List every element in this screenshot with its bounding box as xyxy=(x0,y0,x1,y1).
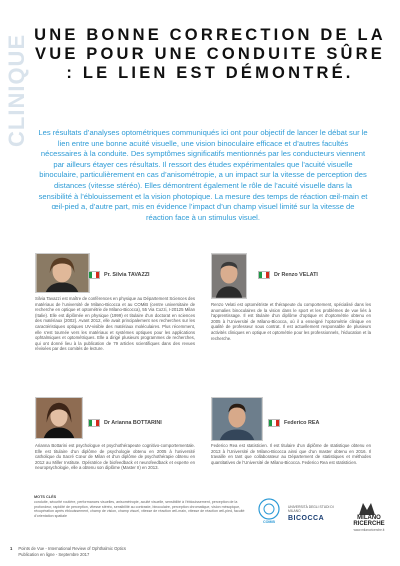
author-photo-rea xyxy=(211,397,263,441)
bicocca-logo-text: BICOCCA xyxy=(288,515,325,522)
publication-date: Publication en ligne - Septembre 2017 xyxy=(18,551,90,557)
page-number: 1 xyxy=(10,546,13,551)
comib-logo xyxy=(258,498,280,524)
author-name-row xyxy=(258,270,318,280)
bicocca-logo-small: UNIVERSITÀ DEGLI STUDI DI MILANO xyxy=(288,505,334,513)
italy-flag-icon xyxy=(268,419,280,427)
author-name: Dr Renzo VELATI xyxy=(274,272,318,278)
author-name: Pr. Silvia TAVAZZI xyxy=(104,272,150,278)
milano-ricerche-text-2: RICERCHE xyxy=(353,521,385,527)
milano-ricerche-logo xyxy=(345,503,393,535)
author-name: Federico REA xyxy=(284,420,320,426)
author-name: Dr Arianna BOTTARINI xyxy=(104,420,162,426)
portrait-image xyxy=(36,398,82,438)
section-label: CLINIQUE xyxy=(4,33,29,147)
bicocca-logo xyxy=(288,505,340,531)
italy-flag-icon xyxy=(258,271,270,279)
journal-name: Points de Vue - International Review of Ophthalmic Optics xyxy=(18,546,126,551)
italy-flag-icon xyxy=(88,271,100,279)
author-photo-velati xyxy=(211,253,247,299)
author-bio: Federico Rea est statisticien. Il est titulaire d’un diplôme de statistique obtenu en 2013 à l’Université de Milano-Bicocca ainsi que d’un master obtenu en 2016. Il travaille en tant que collaborateur au Département de statistiques et méthodes quantitatives de l’Université de Milano-Bicocca. Federico Rea est statisticien. xyxy=(211,443,371,465)
author-name-row xyxy=(268,418,319,428)
author-name-row xyxy=(88,418,162,428)
milano-ricerche-url: www.milanoricerche.it xyxy=(353,528,385,532)
portrait-image xyxy=(212,254,246,298)
keywords-block xyxy=(34,495,254,519)
portrait-image xyxy=(212,398,262,440)
page-footer xyxy=(10,546,390,557)
author-photo-bottarini xyxy=(35,397,83,439)
comib-logo-icon xyxy=(258,498,280,520)
author-photo-tavazzi xyxy=(35,253,90,293)
author-name-row xyxy=(88,270,150,280)
milano-ricerche-text-1: MILANO xyxy=(357,515,381,521)
author-bio: Silvia Tavazzi est maître de conférences en physique au Département Sciences des matériaux de l’université de Milano-Bicocca et au COMiB (centre universitaire de recherche en optique et optométrie de Milano-Bicocca), 55 Via Cozzi, I-20125 Milan (Italie). Elle est diplômée en physique (1999) et titulaire d’un doctorat en sciences des matériaux (2002). Avant 2012, elle avait principalement ses recherches sur les caractéristiques optiques UV-visible des matériaux moléculaires. Plus récemment, elle s’est tournée vers les matériaux et systèmes optiques pour les applications ophtalmiques et optométriques. Elle a dirigé plusieurs programmes de recherches, qui ont donné lieu à la publication de 79 articles scientifiques dans des revues révisées par des comités de lecture. xyxy=(35,296,195,352)
portrait-image xyxy=(36,254,89,292)
author-bio: Renzo Velati est optométriste et thérapeute du comportement, spécialisé dans les anomalies binoculaires de la vision dans le sport et les problèmes de vue liés à l’apprentissage. Il est titulaire d’un diplôme d’optique et d’optométrie obtenu en 2005 à l’Université de Milano-Bicocca, où il a enseigné l’optométrie clinique en qualité de professeur sous contrat. Il est actuellement responsable de plusieurs activités cliniques en optique et optométrie pour les professionnels, l’éducation et la recherche. xyxy=(211,302,371,341)
keywords-text: conduite, sécurité routière, performances visuelles, anisométropie, acuité visuelle, sensibilité à l’éblouissement, perception de la profondeur, rapidité de perception, vitesse stéréo, sensibilité au contraste, binoculaire, perception chromatique, vision mésopique, récupération après éblouissement, champ de vision, champ visuel, vitesse de réaction œil-main, vitesse de réaction œil-pied, faculté d’orientation spatiale xyxy=(34,499,245,519)
comib-logo-text: COMiB xyxy=(263,520,275,524)
author-bio: Arianna Bottarini est psychologue et psychothérapeute cognitivo-comportementale. Elle est titulaire d’un diplôme de psychologie obtenu en 2005 à l’université catholique du Sacré Cœur de Milan et d’un diplôme de psychothérapie obtenu en 2012 au Miller Institute. Opératrice de biofeedback et neurofeedback et experte en neuropsychologie, elle a obtenu son diplôme (Master II) en 2013. xyxy=(35,443,195,471)
article-intro: Les résultats d’analyses optométriques communiqués ici ont pour objectif de lancer le débat sur le lien entre une bonne acuité visuelle, une vision binoculaire efficace et d’autres facultés nécessaires à la conduite. Des symptômes significatifs mentionnés par les conducteurs viennent par ailleurs étayer ces résultats. Il ressort des études expérimentales que l’acuité visuelle binoculaire, particulièrement en cas d’anisométropie, a un impact sur la vitesse de perception des distances (vitesse stéréo). Elles démontrent également le rôle de l’acuité visuelle dans la sensibilité à l’éblouissement et la vision photopique. La mesure des temps de réaction œil-main et œil-pied a, d’autre part, mis en évidence l’impact d’un champ visuel limité sur la vitesse de réaction face à un stimulus visuel. xyxy=(38,128,368,222)
milano-ricerche-logo-icon xyxy=(359,503,375,515)
italy-flag-icon xyxy=(88,419,100,427)
keywords-heading: MOTS CLÉS xyxy=(34,495,57,499)
article-title: UNE BONNE CORRECTION DE LA VUE POUR UNE CONDUITE SÛRE : LE LIEN EST DÉMONTRÉ. xyxy=(34,26,386,82)
